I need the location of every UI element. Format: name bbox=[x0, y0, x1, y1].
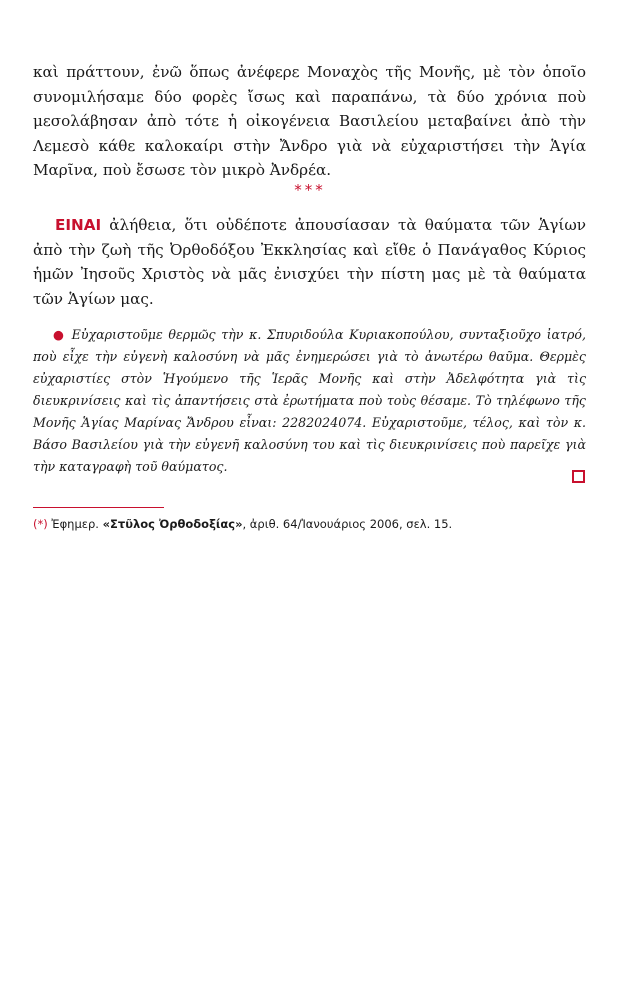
section-separator: *** bbox=[294, 181, 326, 199]
bullet-icon: ● bbox=[53, 327, 66, 342]
lead-word: ΕΙΝΑΙ bbox=[55, 216, 102, 234]
footnote-prefix: Ἐφημερ. bbox=[47, 517, 103, 531]
conclusion-text: ἀλήθεια, ὅτι οὐδέποτε ἀπουσίασαν τὰ θαύματα τῶν Ἁγίων ἀπὸ τὴν ζωὴ τῆς Ὀρθοδόξου Ἐκκλησίας καὶ εἴθε ὁ Πανάγαθος Κύριος ἡμῶν Ἰησοῦς Χριστὸς νὰ μᾶς ἐνισχύει τὴν πίστη μας μὲ τὰ θαύματα τῶν Ἁγίων μας. bbox=[33, 216, 586, 308]
paragraph-closing-story: καὶ πράττουν, ἐνῶ ὅπως ἀνέφερε Μοναχὸς τῆς Μονῆς, μὲ τὸν ὁποῖο συνομιλήσαμε δύο φορὲς ἴσως καὶ παραπάνω, τὰ δύο χρόνια ποὺ μεσολάβησαν ἀπὸ τότε ἡ οἰκογένεια Βασιλείου μεταβαίνει ἀπὸ τὴν Λεμεσὸ κάθε καλοκαίρι στὴν Ἄνδρο γιὰ νὰ εὐχαριστήσει τὴν Ἁγία Μαρῖνα, ποὺ ἔσωσε τὸν μικρὸ Ἀνδρέα. bbox=[33, 63, 586, 179]
acknowledgements-note bbox=[33, 324, 586, 478]
footnote-journal-title: «Στῦλος Ὀρθοδοξίας» bbox=[102, 517, 243, 531]
paragraph-conclusion bbox=[33, 213, 586, 311]
footnote-divider bbox=[33, 507, 164, 508]
acknowledgements-text: Εὐχαριστοῦμε θερμῶς τὴν κ. Σπυριδούλα Κυριακοπούλου, συνταξιοῦχο ἰατρό, ποὺ εἶχε τὴν εὐγενὴ καλοσύνη νὰ μᾶς ἐνημερώσει γιὰ τὸ ἀνωτέρω θαῦμα. Θερμὲς εὐχαριστίες στὸν Ἡγούμενο τῆς Ἱερᾶς Μονῆς καὶ στὴν Ἀδελφότητα γιὰ τὶς διευκρινίσεις καὶ τὶς ἀπαντήσεις στὰ ἐρωτήματα ποὺ τοὺς θέσαμε. Τὸ τηλέφωνο τῆς Μονῆς Ἁγίας Μαρίνας Ἄνδρου εἶναι: 2282024074. Εὐχαριστοῦμε, τέλος, καὶ τὸν κ. Βάσο Βασιλείου γιὰ τὴν εὐγενῆ καλοσύνη του καὶ τὶς διευκρινίσεις ποὺ παρεῖχε γιὰ τὴν καταγραφὴ τοῦ θαύματος. bbox=[33, 327, 586, 474]
footnote bbox=[33, 516, 593, 532]
end-of-article-square-icon bbox=[572, 470, 585, 483]
footnote-marker: (*) bbox=[33, 517, 48, 531]
footnote-suffix: , ἀριθ. 64/Ἰανουάριος 2006, σελ. 15. bbox=[242, 517, 453, 531]
